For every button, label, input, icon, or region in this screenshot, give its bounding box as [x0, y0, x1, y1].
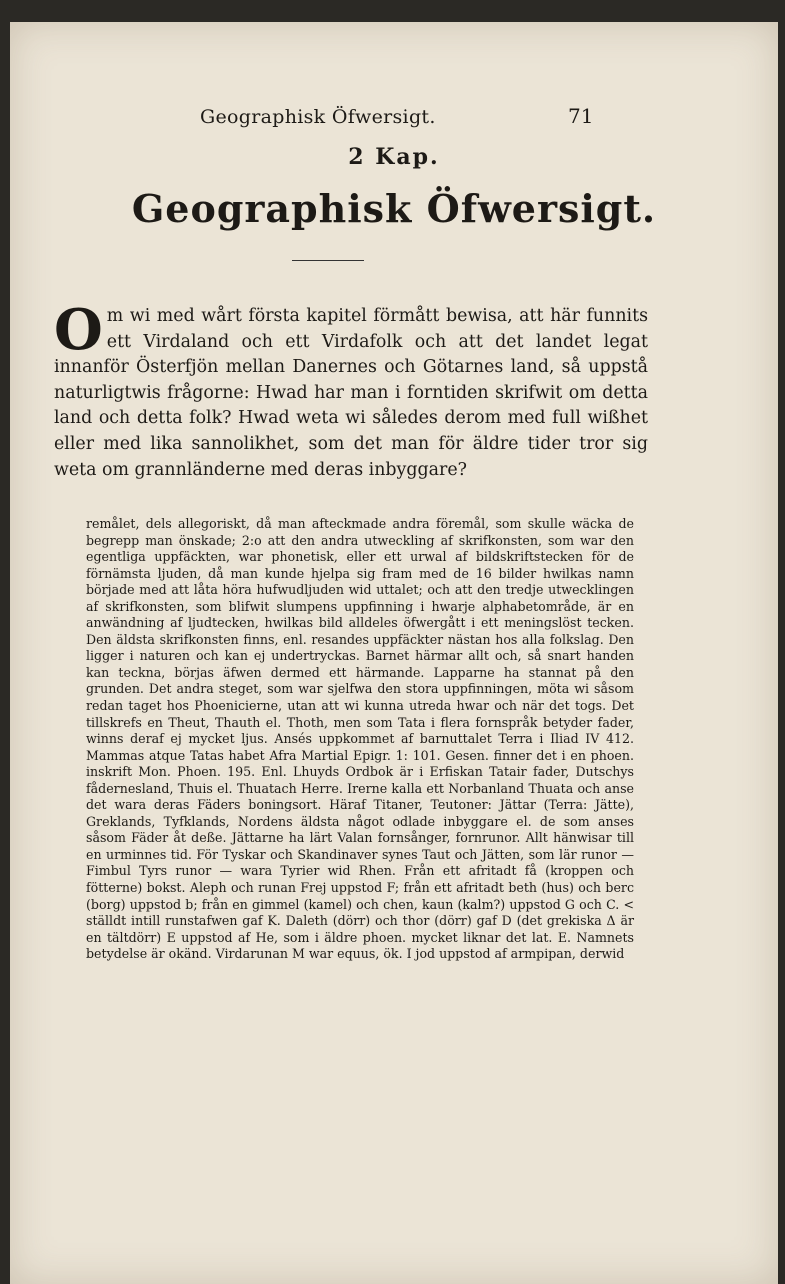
- footnote: remålet, dels allegoriskt, då man afteckmade andra föremål, som skulle wäcka de begrepp man önskade; 2:o att den andra utweckling af skrifkonsten, som war den egentliga uppfäckten, war phonetisk, eller ett urwal af bildskriftstecken för de förnämsta ljuden, då man kunde hjelpa sig fram med de 16 bilder hwilkas namn började med att låta höra hufwudljuden wid uttalet; och att den tredje utwecklingen af skrifkonsten, som blifwit slumpens uppfinning i hwarje alphabetområde, är en anwändning af ljudtecken, hwilkas bild alldeles öfwergått i ett meningslöst tecken. Den äldsta skrifkonsten finns, enl. resandes uppfäckter nästan hos alla folkslag. Den ligger i naturen och kan ej undertryckas. Barnet härmar allt och, så snart handen kan teckna, börjas äfwen dermed ett härmande. Lapparne ha stannat på den grunden. Det andra steget, som war sjelfwa den stora uppfinningen, möta wi såsom redan taget hos Phoenicierne, utan att wi kunna utreda hwar och när det togs. Det tillskrefs en Theut, Thauth el. Thoth, men som Tata i flera fornspråk betyder fader, winns deraf ej mycket ljus. Ansés uppkommet af barnuttalet Terra i Iliad IV 412. Mammas atque Tatas habet Afra Martial Epigr. 1: 101. Gesen. finner det i en phoen. inskrift Mon. Phoen. 195. Enl. Lhuyds Ordbok är i Erfiskan Tatair fader, Dutschys fådernesland, Thuis el. Thuatach Herre. Irerne kalla ett Norbanland Thuata och anse det wara deras Fäders boningsort. Häraf Titaner, Teutoner: Jättar (Terra: Jätte), Greklands, Tyfklands, Nordens äldsta något odlade inbyggare el. de som anses såsom Fäder åt deße. Jättarne ha lärt Valan fornsånger, fornrunor. Allt hänwisar till en urminnes tid. För Tyskar och Skandinaver synes Taut och Jätten, som lär runor — Fimbul Tyrs runor — wara Tyrier wid Rhen. Från ett afritadt få (kroppen och fötterne) bokst. Aleph och runan Frej uppstod F; från ett afritadt beth (hus) och berc (borg) uppstod b; från en gimmel (kamel) och chen, kaun (kalm?) uppstod G och C. < ställdt intill runstafwen gaf K. Daleth (dörr) och thor (dörr) gaf D (det grekiska Δ är en tältdörr) E uppstod af He, som i äldre phoen. mycket liknar det lat. E. Namnets betydelse är okänd. Virdarunan M war equus, ök. I jod uppstod af armpipan, derwid: [86, 516, 634, 962]
- title-divider: [292, 260, 364, 261]
- drop-cap: O: [54, 297, 103, 363]
- running-head: Geographisk Öfwersigt.: [200, 106, 436, 128]
- section-title: Geographisk Öfwersigt.: [131, 186, 657, 231]
- main-paragraph: [54, 297, 648, 483]
- page-number: 71: [568, 104, 594, 128]
- main-paragraph-text: m wi med wårt första kapitel förmått bewisa, att här funnits ett Virdaland och ett Virdafolk och att det landet legat innanför Österfjön mellan Danernes och Götarnes land, så uppstå naturligtwis frågorne: Hwad har man i forntiden skrifwit om detta land och detta folk? Hwad weta wi således derom med full wißhet eller med lika sannolikhet, som det man för äldre tider tror sig weta om grannländerne med deras inbyggare?: [54, 306, 648, 480]
- book-page: [10, 22, 778, 1284]
- chapter-heading: 2 Kap.: [348, 144, 440, 170]
- page-header: [10, 102, 778, 130]
